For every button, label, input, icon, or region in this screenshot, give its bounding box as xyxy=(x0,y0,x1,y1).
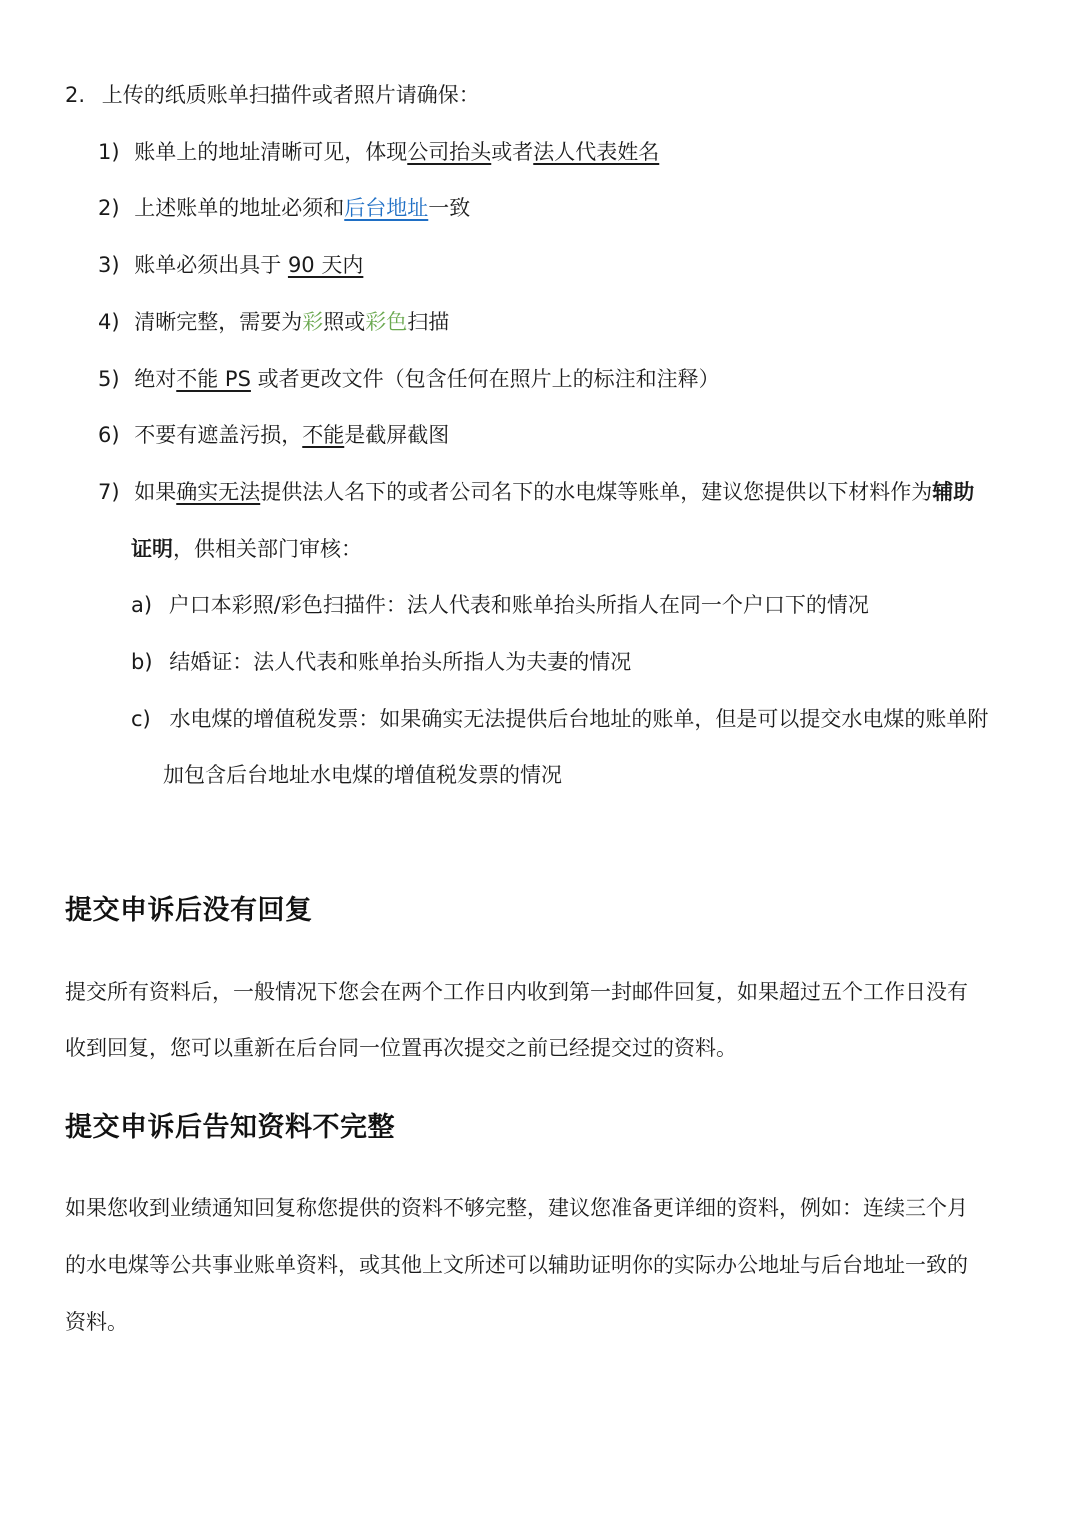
subsub-letter: b) xyxy=(131,650,153,674)
subsub-item-b xyxy=(131,647,631,677)
sub-number: 2) xyxy=(98,196,120,220)
sub-item-6 xyxy=(98,420,449,450)
paragraph-line: 收到回复，您可以重新在后台同一位置再次提交之前已经提交过的资料。 xyxy=(65,1036,737,1060)
paragraph-line: 如果您收到业绩通知回复称您提供的资料不够完整，建议您准备更详细的资料，例如：连续三个月 xyxy=(65,1196,968,1220)
underlined-no-ps: 不能 PS xyxy=(176,367,251,391)
sub-text: 如果 xyxy=(134,480,177,504)
underlined-90-days: 90 天内 xyxy=(287,253,364,277)
underlined-legal-rep-name: 法人代表姓名 xyxy=(533,140,660,164)
sub-text: 一致 xyxy=(428,196,471,220)
subsub-item-c xyxy=(131,704,988,734)
sub-number: 5) xyxy=(98,367,120,391)
sub-item-5 xyxy=(98,364,720,394)
subsub-item-c-continued xyxy=(163,760,562,790)
sub-item-7 xyxy=(98,477,974,507)
sub-number: 3) xyxy=(98,253,120,277)
bold-text: 辅助 xyxy=(932,480,975,504)
list-item-2 xyxy=(65,80,480,110)
sub-text: ，供相关部门审核： xyxy=(173,537,362,561)
section-heading-no-reply: 提交申诉后没有回复 xyxy=(65,895,313,926)
sub-text: 提供法人名下的或者公司名下的水电煤等账单，建议您提供以下材料作为 xyxy=(260,480,933,504)
list-item-text: 上传的纸质账单扫描件或者照片请确保： xyxy=(101,83,480,107)
backend-address-link[interactable]: 后台地址 xyxy=(344,196,429,220)
sub-item-3 xyxy=(98,250,363,280)
sub-text: 照或 xyxy=(323,310,366,334)
subsub-text: 户口本彩照/彩色扫描件：法人代表和账单抬头所指人在同一个户口下的情况 xyxy=(168,593,869,617)
subsub-text: 水电煤的增值税发票：如果确实无法提供后台地址的账单，但是可以提交水电煤的账单附 xyxy=(169,707,989,731)
sub-item-2 xyxy=(98,193,470,223)
sub-text: 清晰完整，需要为 xyxy=(134,310,303,334)
sub-text: 上述账单的地址必须和 xyxy=(134,196,345,220)
paragraph-line: 资料。 xyxy=(65,1310,128,1334)
green-text: 彩 xyxy=(302,310,324,334)
subsub-text: 加包含后台地址水电煤的增值税发票的情况 xyxy=(163,763,562,787)
sub-text: 账单必须出具于 xyxy=(134,253,288,277)
sub-text: 是截屏截图 xyxy=(344,423,450,447)
underlined-really-unable: 确实无法 xyxy=(176,480,261,504)
sub-text: 不要有遮盖污损， xyxy=(134,423,303,447)
list-number: 2. xyxy=(65,83,86,107)
sub-number: 1) xyxy=(98,140,120,164)
paragraph-line: 的水电煤等公共事业账单资料，或其他上文所述可以辅助证明你的实际办公地址与后台地址一致的 xyxy=(65,1253,968,1277)
sub-item-1 xyxy=(98,137,659,167)
subsub-letter: c) xyxy=(131,707,151,731)
underlined-company-header: 公司抬头 xyxy=(407,140,492,164)
sub-number: 7) xyxy=(98,480,120,504)
sub-number: 6) xyxy=(98,423,120,447)
sub-number: 4) xyxy=(98,310,120,334)
bold-text: 证明 xyxy=(131,537,173,561)
section-heading-incomplete-docs: 提交申诉后告知资料不完整 xyxy=(65,1112,395,1143)
sub-text: 绝对 xyxy=(134,367,177,391)
subsub-text: 结婚证：法人代表和账单抬头所指人为夫妻的情况 xyxy=(169,650,632,674)
sub-text: 或者 xyxy=(491,140,534,164)
underlined-cannot: 不能 xyxy=(302,423,345,447)
subsub-item-a xyxy=(131,590,869,620)
green-text: 彩色 xyxy=(365,310,408,334)
sub-text: 或者更改文件（包含任何在照片上的标注和注释） xyxy=(250,367,720,391)
sub-text: 扫描 xyxy=(407,310,450,334)
sub-text: 账单上的地址清晰可见，体现 xyxy=(134,140,408,164)
subsub-letter: a) xyxy=(131,593,153,617)
sub-item-7-continued xyxy=(131,534,362,564)
paragraph-line: 提交所有资料后，一般情况下您会在两个工作日内收到第一封邮件回复，如果超过五个工作日没有 xyxy=(65,980,968,1004)
sub-item-4 xyxy=(98,307,449,337)
